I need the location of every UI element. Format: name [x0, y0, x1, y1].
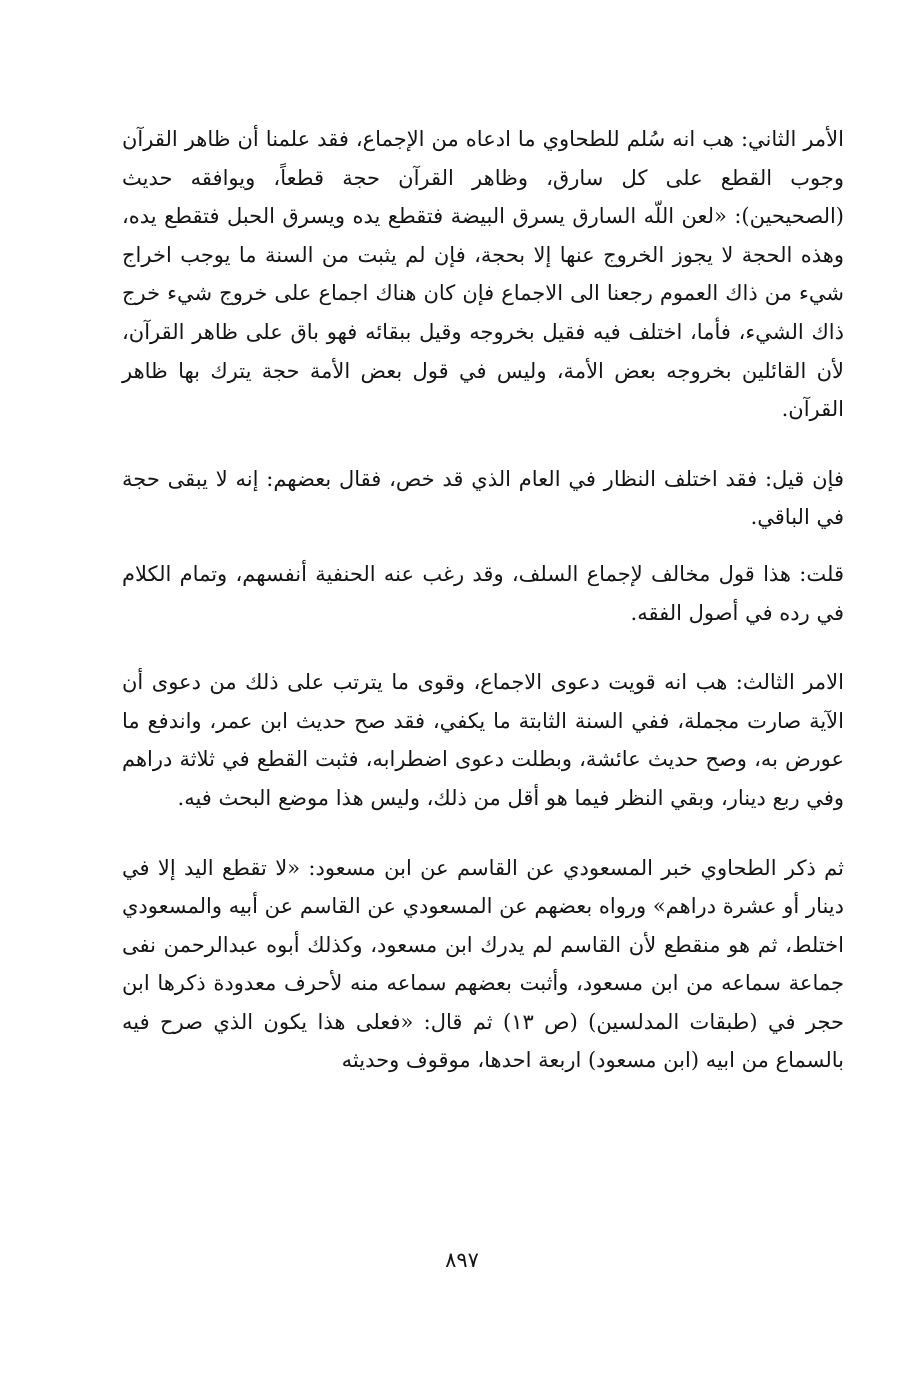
- paragraph-third-matter: الامر الثالث: هب انه قويت دعوى الاجماع، وقوى ما يترتب على ذلك من دعوى أن الآية صارت مجملة، ففي السنة الثابتة ما يكفي، فقد صح حديث ابن عمر، واندفع ما عورض به، وصح حديث عائشة، وبطلت دعوى اضطرابه، فثبت القطع في ثلاثة دراهم وفي ربع دينار، وبقي النظر فيما هو أقل من ذلك، وليس هذا موضع البحث فيه.: [122, 670, 844, 810]
- paragraph-tahawi-report: ثم ذكر الطحاوي خبر المسعودي عن القاسم عن ابن مسعود: «لا تقطع اليد إلا في دينار أو عشرة دراهم» ورواه بعضهم عن المسعودي عن القاسم عن أبيه والمسعودي اختلط، ثم هو منقطع لأن القاسم لم يدرك ابن مسعود، وكذلك أبوه عبدالرحمن نفى جماعة سماعه من ابن مسعود، وأثبت بعضهم سماعه منه لأحرف معدودة ذكرها ابن حجر في (طبقات المدلسين) (ص ١٣) ثم قال: «فعلى هذا يكون الذي صرح فيه بالسماع من ابيه (ابن مسعود) اربعة احدها، موقوف وحديثه: [122, 855, 845, 1073]
- paragraph-second-matter: الأمر الثاني: هب انه سُلم للطحاوي ما ادعاه من الإجماع، فقد علمنا أن ظاهر القرآن وجوب القطع على كل سارق، وظاهر القرآن حجة قطعاً، ويوافقه حديث (الصحيحين): «لعن اللّه السارق يسرق البيضة فتقطع يده ويسرق الحبل فتقطع يده، وهذه الحجة لا يجوز الخروج عنها إلا بحجة، فإن لم يثبت من السنة ما يوجب اخراج شيء من ذاك العموم رجعنا الى الاجماع فإن كان هناك اجماع على خروج شيء خرج ذاك الشيء، فأما، اختلف فيه فقيل بخروجه وقيل ببقائه فهو باق على ظاهر القرآن، لأن القائلين بخروجه بعض الأمة، وليس في قول بعض الأمة حجة يترك بها ظاهر القرآن.: [122, 127, 844, 422]
- body-text: [122, 120, 844, 1080]
- paragraph-gap: [122, 818, 844, 849]
- paragraph-reply: قلت: هذا قول مخالف لإجماع السلف، وقد رغب عنه الحنفية أنفسهم، وتمام الكلام في رده في أصول الفقه.: [122, 561, 844, 625]
- paragraph-gap: [122, 537, 844, 555]
- paragraph-objection: فإن قيل: فقد اختلف النظار في العام الذي قد خص، فقال بعضهم: إنه لا يبقى حجة في الباقي.: [122, 466, 844, 530]
- paragraph-gap: [122, 429, 844, 460]
- paragraph-gap: [122, 632, 844, 663]
- page-number: ٨٩٧: [445, 1248, 479, 1272]
